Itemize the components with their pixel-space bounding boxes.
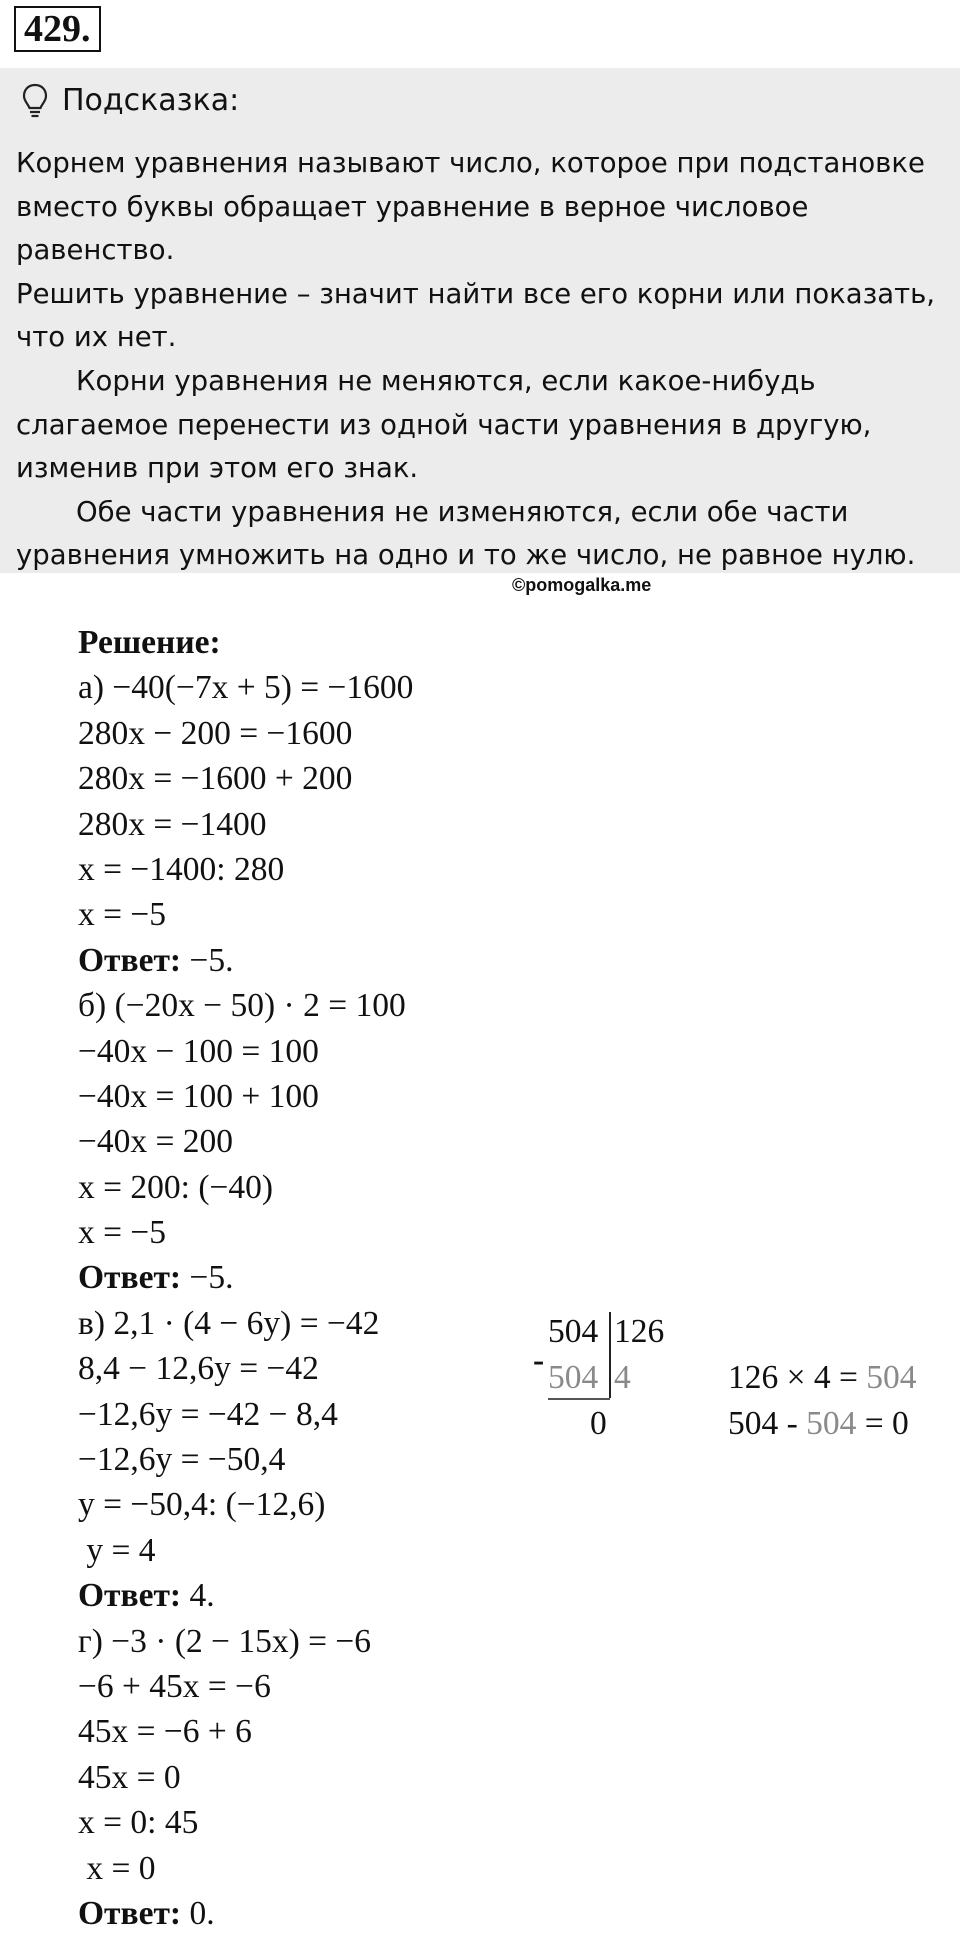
equation-line: y = 4: [78, 1531, 156, 1569]
equation-line: 280x = −1600 + 200: [78, 760, 353, 798]
division-quotient: 4: [614, 1359, 631, 1396]
check-subtraction: 504 - 504 = 0: [728, 1405, 909, 1442]
equation-line: 280x − 200 = −1600: [78, 714, 353, 752]
division-vertical-line: [609, 1312, 611, 1398]
answer-line: Ответ: 0.: [78, 1894, 215, 1932]
equation-line: x = 0: 45: [78, 1804, 199, 1842]
hint-paragraph: Решить уравнение – значит найти все его корни или показать, что их нет.: [16, 277, 936, 354]
division-dividend: 504: [548, 1313, 599, 1350]
equation-line: 8,4 − 12,6y = −42: [78, 1350, 319, 1388]
equation-line: −40x = 100 + 100: [78, 1077, 319, 1115]
answer-line: Ответ: 4.: [78, 1577, 215, 1615]
equation-line: x = −1400: 280: [78, 850, 285, 888]
equation-line: x = −5: [78, 896, 167, 934]
division-subtrahend: 504: [548, 1359, 599, 1396]
check-multiplication: 126 × 4 = 504: [728, 1359, 917, 1396]
solution-heading: Решение:: [78, 624, 221, 661]
hint-text: [16, 142, 951, 578]
division-divisor: 126: [614, 1313, 665, 1350]
hint-title: Подсказка:: [62, 83, 240, 118]
equation-line: −12,6y = −50,4: [78, 1441, 286, 1479]
equation-line: а) −40(−7x + 5) = −1600: [78, 669, 414, 707]
problem-number: 429.: [14, 6, 101, 52]
equation-line: в) 2,1 · (4 − 6y) = −42: [78, 1304, 380, 1342]
equation-line: x = 200: (−40): [78, 1168, 274, 1206]
equation-line: x = −5: [78, 1214, 167, 1252]
division-minus-sign: -: [533, 1342, 545, 1379]
division-underline: [548, 1398, 610, 1400]
equation-line: г) −3 · (2 − 15x) = −6: [78, 1622, 372, 1660]
hint-header: [22, 82, 239, 120]
division-remainder: 0: [590, 1405, 607, 1442]
equation-line: 45x = −6 + 6: [78, 1713, 252, 1751]
equation-line: x = 0: [78, 1849, 156, 1887]
hint-paragraph: Обе части уравнения не изменяются, если обе части уравнения умножить на одно и то же число, не равное нулю.: [16, 495, 916, 572]
equation-line: −12,6y = −42 − 8,4: [78, 1395, 338, 1433]
hint-paragraph: Корни уравнения не меняются, если какое-нибудь слагаемое перенести из одной части уравнения в другую, изменив при этом его знак.: [16, 364, 872, 485]
lightbulb-icon: [22, 83, 48, 119]
answer-line: Ответ: −5.: [78, 941, 234, 979]
watermark: ©pomogalka.me: [512, 575, 652, 595]
answer-line: Ответ: −5.: [78, 1259, 234, 1297]
equation-line: 280x = −1400: [78, 805, 267, 843]
equation-line: −6 + 45x = −6: [78, 1667, 271, 1705]
equation-line: y = −50,4: (−12,6): [78, 1486, 326, 1524]
solution: [78, 620, 413, 1936]
equation-line: −40x = 200: [78, 1123, 234, 1161]
hint-paragraph: Корнем уравнения называют число, которое при подстановке вместо буквы обращает уравнение в верное числовое равенство.: [16, 147, 925, 267]
equation-line: 45x = 0: [78, 1758, 181, 1796]
equation-line: −40x − 100 = 100: [78, 1032, 319, 1070]
equation-line: б) (−20x − 50) · 2 = 100: [78, 987, 406, 1025]
